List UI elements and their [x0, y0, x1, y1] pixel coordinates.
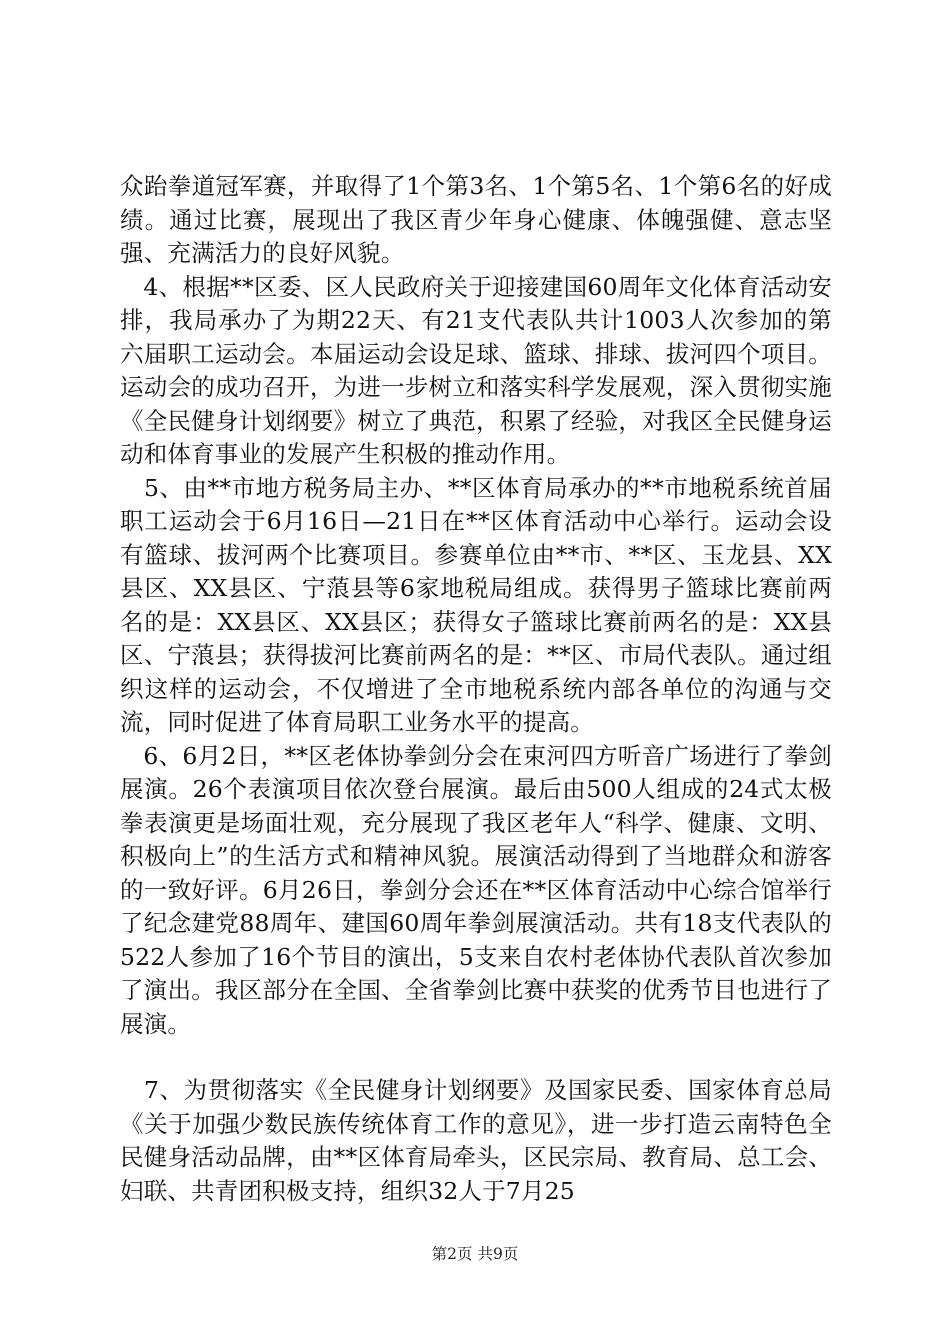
document-body	[120, 170, 832, 1208]
paragraph-continuation: 众跆拳道冠军赛，并取得了1个第3名、1个第5名、1个第6名的好成绩。通过比赛，展现出了我区青少年身心健康、体魄强健、意志坚强、充满活力的良好风貌。	[120, 172, 832, 267]
paragraph-spacer	[120, 1041, 832, 1074]
paragraph-item-7: 7、为贯彻落实《全民健身计划纲要》及国家民委、国家体育总局《关于加强少数民族传统体育工作的意见》，进一步打造云南特色全民健身活动品牌，由**区体育局牵头，区民宗局、教育局、总工会、妇联、共青团积极支持，组织32人于7月25	[120, 1076, 832, 1205]
page-number-footer: 第2页 共9页	[431, 1245, 519, 1263]
paragraph-item-4: 4、根据**区委、区人民政府关于迎接建国60周年文化体育活动安排，我局承办了为期22天、有21支代表队共计1003人次参加的第六届职工运动会。本届运动会设足球、篮球、排球、拔河四个项目。运动会的成功召开，为进一步树立和落实科学发展观，深入贯彻实施《全民健身计划纲要》树立了典范，积累了经验，对我区全民健身运动和体育事业的发展产生积极的推动作用。	[120, 272, 832, 468]
paragraph-item-6: 6、6月2日，**区老体协拳剑分会在束河四方听音广场进行了拳剑展演。26个表演项目依次登台展演。最后由500人组成的24式太极拳表演更是场面壮观，充分展现了我区老年人“科学、健康、文明、积极向上”的生活方式和精神风貌。展演活动得到了当地群众和游客的一致好评。6月26日，拳剑分会还在**区体育活动中心综合馆举行了纪念建党88周年、建国60周年拳剑展演活动。共有18支代表队的522人参加了16个节目的演出，5支来自农村老体协代表队首次参加了演出。我区部分在全国、全省拳剑比赛中获奖的优秀节目也进行了展演。	[120, 741, 832, 1038]
paragraph-item-5: 5、由**市地方税务局主办、**区体育局承办的**市地税系统首届职工运动会于6月16日—21日在**区体育活动中心举行。运动会设有篮球、拔河两个比赛项目。参赛单位由**市、**区、玉龙县、XX县区、XX县区、宁蒗县等6家地税局组成。获得男子篮球比赛前两名的是：XX县区、XX县区；获得女子篮球比赛前两名的是：XX县区、宁蒗县；获得拔河比赛前两名的是：**区、市局代表队。通过组织这样的运动会，不仅增进了全市地税系统内部各单位的沟通与交流，同时促进了体育局职工业务水平的提高。	[120, 473, 832, 736]
